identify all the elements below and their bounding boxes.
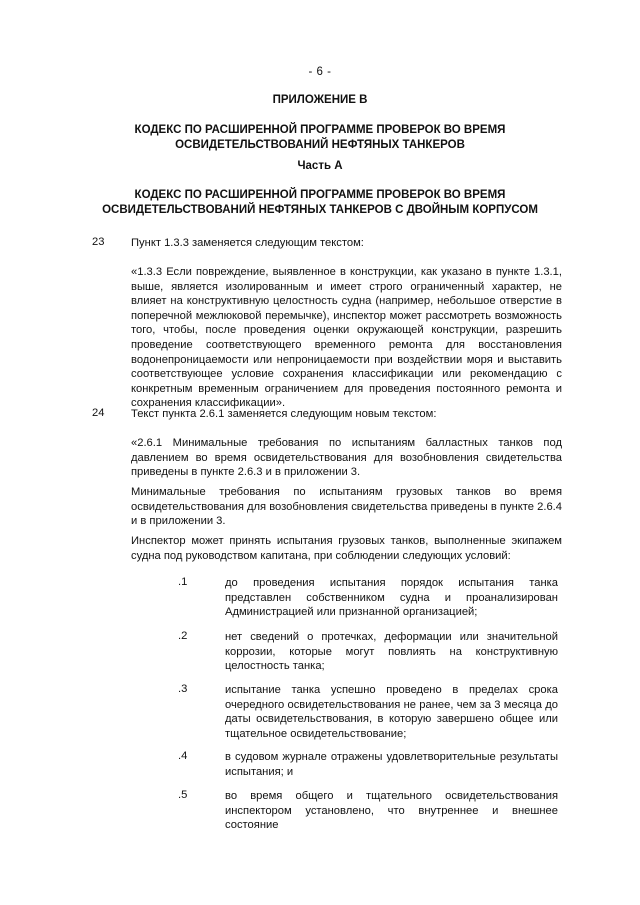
paragraph-number-23: 23 — [92, 236, 105, 248]
page-number: - 6 - — [308, 66, 332, 78]
condition-number: .5 — [178, 789, 188, 801]
amendment-23-quote: «1.3.3 Если повреждение, выявленное в конструкции, как указано в пункте 1.3.1, выше, является изолированным и имеет строго ограниченный характер, не влияет на конструктивную целостность судна (например, небольшое отверстие в поперечной межлюковой перемычке), инспектор может рассмотреть возможность того, чтобы, после проведения оценки окружающей конструкции, разрешить проведение соответствующего временного ремонта для восстановления водонепроницаемости или непроницаемости при воздействии моря и выставить соответствующее условие сохранения классификации или рекомендацию с конкретным временным ограничением для проведения постоянного ремонта и сохранения классификации». — [131, 266, 562, 410]
amendment-24-quote-p2: Минимальные требования по испытаниям грузовых танков во время освидетельствования для возобновления свидетельства приведены в пункте 2.6.4 и в приложении 3. — [131, 486, 562, 528]
condition-number: .2 — [178, 630, 188, 642]
code-title-line: КОДЕКС ПО РАСШИРЕННОЙ ПРОГРАММЕ ПРОВЕРОК ВО ВРЕМЯ — [134, 124, 506, 136]
code-title-line: ОСВИДЕТЕЛЬСТВОВАНИЙ НЕФТЯНЫХ ТАНКЕРОВ — [175, 138, 465, 151]
appendix-title: ПРИЛОЖЕНИЕ В — [272, 94, 368, 106]
amendment-24-quote-p3: Инспектор может принять испытания грузовых танков, выполненные экипажем судна под руководством капитана, при соблюдении следующих условий: — [131, 535, 562, 562]
amendment-24-intro: Текст пункта 2.6.1 заменяется следующим новым текстом: — [131, 408, 437, 420]
condition-text: до проведения испытания порядок испытания танка представлен собственником судна и проанализирован Администрацией или признанной организацией; — [225, 577, 558, 619]
amendment-24-quote-p1: «2.6.1 Минимальные требования по испытаниям балластных танков под давлением во время освидетельствования для возобновления свидетельства приведены в пункте 2.6.3 и в приложении 3. — [131, 437, 562, 479]
condition-text: во время общего и тщательного освидетельствования инспектором установлено, что внутреннее и внешнее состояние — [225, 790, 558, 832]
condition-text: в судовом журнале отражены удовлетворительные результаты испытания; и — [225, 751, 558, 778]
part-subtitle — [0, 188, 640, 217]
condition-number: .1 — [178, 576, 188, 588]
part-subtitle-line: КОДЕКС ПО РАСШИРЕННОЙ ПРОГРАММЕ ПРОВЕРОК ВО ВРЕМЯ — [134, 189, 506, 201]
condition-text: испытание танка успешно проведено в пределах срока очередного освидетельствования не ранее, чем за 3 месяца до даты освидетельствования, в которую завершено общее или тщательное освидетельствование; — [225, 684, 558, 740]
amendment-23-intro: Пункт 1.3.3 заменяется следующим текстом: — [131, 237, 364, 249]
paragraph-number-24: 24 — [92, 407, 105, 419]
condition-number: .3 — [178, 683, 188, 695]
part-title: Часть A — [297, 160, 343, 172]
condition-text: нет сведений о протечках, деформации или значительной коррозии, которые могут повлиять на конструктивную целостность танка; — [225, 631, 558, 673]
condition-number: .4 — [178, 750, 188, 762]
part-subtitle-line: ОСВИДЕТЕЛЬСТВОВАНИЙ НЕФТЯНЫХ ТАНКЕРОВ С ДВОЙНЫМ КОРПУСОМ — [102, 203, 538, 216]
code-title — [0, 123, 640, 152]
